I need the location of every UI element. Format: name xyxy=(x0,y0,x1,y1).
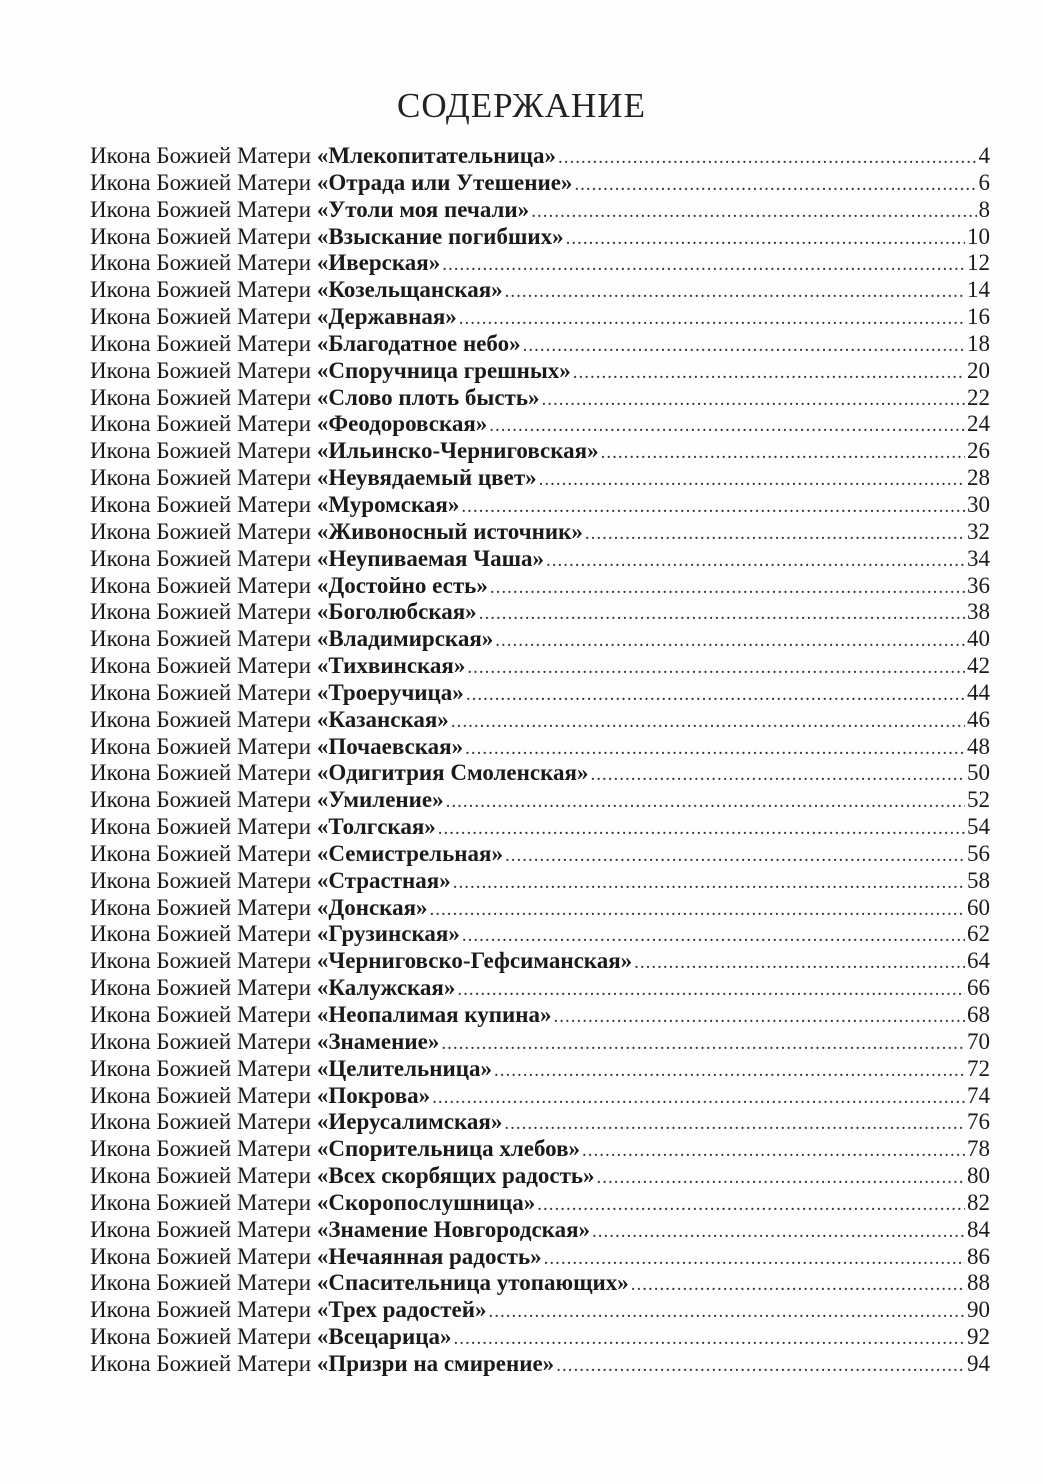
toc-entry xyxy=(90,250,990,277)
toc-entry xyxy=(90,411,990,438)
toc-entry-title: «Калужская» xyxy=(316,975,456,1001)
toc-entry-prefix: Икона Божией Матери xyxy=(90,491,312,517)
toc-entry xyxy=(90,304,990,331)
toc-page-number: 40 xyxy=(967,626,990,652)
toc-entry-prefix: Икона Божией Матери xyxy=(90,330,312,356)
toc-entry-prefix: Икона Божией Матери xyxy=(90,840,312,866)
toc-page-number: 36 xyxy=(967,572,990,598)
toc-page-number: 86 xyxy=(967,1243,990,1269)
dot-leader xyxy=(582,1138,965,1165)
toc-entry-title: «Достойно есть» xyxy=(316,572,488,598)
toc-entry-title: «Знамение» xyxy=(316,1028,440,1054)
dot-leader xyxy=(505,843,965,870)
toc-entry-title: «Казанская» xyxy=(316,706,449,732)
toc-entry-title: «Всех скорбящих радость» xyxy=(316,1163,595,1189)
toc-entry-title: «Феодоровская» xyxy=(316,411,488,437)
table-of-contents xyxy=(90,143,990,1378)
toc-entry-prefix: Икона Божией Матери xyxy=(90,196,312,222)
dot-leader xyxy=(457,977,965,1004)
toc-entry-title: «Муромская» xyxy=(316,491,460,517)
toc-page-number: 14 xyxy=(967,277,990,303)
toc-page-number: 70 xyxy=(967,1028,990,1054)
dot-leader xyxy=(523,333,965,360)
toc-entry-title: «Троеручица» xyxy=(316,679,464,705)
dot-leader xyxy=(462,923,965,950)
toc-entry xyxy=(90,760,990,787)
toc-entry-title: «Иверская» xyxy=(316,250,441,276)
dot-leader xyxy=(556,1353,965,1380)
toc-entry xyxy=(90,653,990,680)
toc-entry-prefix: Икона Божией Матери xyxy=(90,1055,312,1081)
dot-leader xyxy=(466,682,965,709)
toc-page-number: 4 xyxy=(978,143,990,168)
toc-entry-prefix: Икона Божией Матери xyxy=(90,867,312,893)
toc-entry-prefix: Икона Божией Матери xyxy=(90,465,312,491)
toc-page-number: 42 xyxy=(967,653,990,679)
toc-entry xyxy=(90,1297,990,1324)
dot-leader xyxy=(489,1299,965,1326)
toc-entry-prefix: Икона Божией Матери xyxy=(90,411,312,437)
dot-leader xyxy=(451,709,965,736)
toc-page-number: 60 xyxy=(967,894,990,920)
toc-entry-title: «Ильинско-Черниговская» xyxy=(316,438,599,464)
toc-entry-title: «Спасительница утопающих» xyxy=(316,1270,629,1296)
toc-page-number: 38 xyxy=(967,599,990,625)
toc-entry-prefix: Икона Божией Матери xyxy=(90,1109,312,1135)
dot-leader xyxy=(453,870,965,897)
toc-entry-title: «Козельщанская» xyxy=(316,277,503,303)
dot-leader xyxy=(438,816,965,843)
toc-page-number: 16 xyxy=(967,304,990,330)
toc-entry-prefix: Икона Божией Матери xyxy=(90,921,312,947)
toc-entry-title: «Боголюбская» xyxy=(316,599,477,625)
toc-page-number: 50 xyxy=(967,760,990,786)
toc-page-number: 76 xyxy=(967,1109,990,1135)
toc-entry-title: «Неупиваемая Чаша» xyxy=(316,545,545,571)
dot-leader xyxy=(489,413,965,440)
toc-entry xyxy=(90,143,990,170)
toc-page-number: 94 xyxy=(967,1350,990,1376)
toc-entry-title: «Почаевская» xyxy=(316,733,464,759)
toc-entry-prefix: Икона Божией Матери xyxy=(90,1243,312,1269)
toc-page-number: 32 xyxy=(967,518,990,544)
toc-entry xyxy=(90,1324,990,1351)
toc-page-number: 72 xyxy=(967,1055,990,1081)
toc-entry-prefix: Икона Божией Матери xyxy=(90,679,312,705)
toc-entry-prefix: Икона Божией Матери xyxy=(90,1082,312,1108)
toc-entry-prefix: Икона Божией Матери xyxy=(90,1216,312,1242)
toc-entry xyxy=(90,680,990,707)
toc-entry-title: «Державная» xyxy=(316,304,457,330)
toc-entry-title: «Благодатное небо» xyxy=(316,330,521,356)
dot-leader xyxy=(631,1272,965,1299)
toc-page-number: 62 xyxy=(967,921,990,947)
toc-page-number: 74 xyxy=(967,1082,990,1108)
toc-page-number: 52 xyxy=(967,787,990,813)
toc-entry-prefix: Икона Божией Матери xyxy=(90,975,312,1001)
toc-entry-title: «Целительница» xyxy=(316,1055,492,1081)
toc-entry-prefix: Икона Божией Матери xyxy=(90,814,312,840)
toc-entry xyxy=(90,787,990,814)
dot-leader xyxy=(467,655,965,682)
toc-entry-title: «Нечаянная радость» xyxy=(316,1243,542,1269)
toc-entry-prefix: Икона Божией Матери xyxy=(90,545,312,571)
toc-entry xyxy=(90,1083,990,1110)
toc-page-number: 22 xyxy=(967,384,990,410)
toc-entry xyxy=(90,921,990,948)
dot-leader xyxy=(430,897,965,924)
toc-entry xyxy=(90,170,990,197)
page-title: СОДЕРЖАНИЕ xyxy=(397,86,646,125)
toc-entry-title: «Страстная» xyxy=(316,867,451,893)
toc-entry-title: «Знамение Новгородская» xyxy=(316,1216,591,1242)
dot-leader xyxy=(504,1111,965,1138)
toc-entry xyxy=(90,224,990,251)
dot-leader xyxy=(494,1058,965,1085)
toc-page-number: 6 xyxy=(978,169,990,195)
toc-entry xyxy=(90,626,990,653)
toc-entry-prefix: Икона Божией Матери xyxy=(90,894,312,920)
dot-leader xyxy=(542,387,965,414)
dot-leader xyxy=(531,199,976,226)
toc-entry xyxy=(90,1136,990,1163)
toc-entry xyxy=(90,1270,990,1297)
toc-entry xyxy=(90,599,990,626)
toc-entry xyxy=(90,1056,990,1083)
toc-page-number: 44 xyxy=(967,679,990,705)
toc-entry xyxy=(90,1109,990,1136)
toc-entry-title: «Владимирская» xyxy=(316,626,494,652)
toc-entry xyxy=(90,465,990,492)
dot-leader xyxy=(505,279,965,306)
dot-leader xyxy=(537,1192,965,1219)
toc-page-number: 78 xyxy=(967,1136,990,1162)
toc-entry-prefix: Икона Божией Матери xyxy=(90,518,312,544)
toc-entry xyxy=(90,1002,990,1029)
dot-leader xyxy=(546,548,965,575)
toc-entry-title: «Слово плоть бысть» xyxy=(316,384,540,410)
toc-entry xyxy=(90,975,990,1002)
toc-entry xyxy=(90,707,990,734)
toc-entry-prefix: Икона Божией Матери xyxy=(90,277,312,303)
toc-entry-prefix: Икона Божией Матери xyxy=(90,733,312,759)
toc-entry-title: «Скоропослушница» xyxy=(316,1189,536,1215)
toc-page-number: 28 xyxy=(967,465,990,491)
toc-entry-prefix: Икона Божией Матери xyxy=(90,1324,312,1350)
toc-entry-title: «Споручница грешных» xyxy=(316,357,571,383)
dot-leader xyxy=(446,789,965,816)
toc-entry xyxy=(90,277,990,304)
toc-entry-title: «Одигитрия Смоленская» xyxy=(316,760,589,786)
toc-page-number: 82 xyxy=(967,1189,990,1215)
toc-page-number: 66 xyxy=(967,975,990,1001)
dot-leader xyxy=(585,521,965,548)
toc-entry-prefix: Икона Божией Матери xyxy=(90,304,312,330)
toc-entry xyxy=(90,1029,990,1056)
toc-entry-prefix: Икона Божией Матери xyxy=(90,1002,312,1027)
toc-page-number: 90 xyxy=(967,1297,990,1323)
dot-leader xyxy=(459,306,965,333)
toc-entry xyxy=(90,573,990,600)
dot-leader xyxy=(558,145,977,172)
toc-page-number: 26 xyxy=(967,438,990,464)
toc-entry-title: «Неопалимая купина» xyxy=(316,1002,552,1027)
dot-leader xyxy=(634,950,965,977)
dot-leader xyxy=(453,1326,965,1353)
toc-page-number: 64 xyxy=(967,948,990,974)
toc-entry-prefix: Икона Божией Матери xyxy=(90,357,312,383)
toc-entry-prefix: Икона Божией Матери xyxy=(90,223,312,249)
toc-entry-title: «Тихвинская» xyxy=(316,653,466,679)
dot-leader xyxy=(465,736,965,763)
dot-leader xyxy=(592,1219,965,1246)
toc-entry-title: «Черниговско-Гефсиманская» xyxy=(316,948,633,974)
toc-entry xyxy=(90,1217,990,1244)
toc-entry-prefix: Икона Божией Матери xyxy=(90,384,312,410)
toc-entry xyxy=(90,1163,990,1190)
toc-entry-title: «Спорительница хлебов» xyxy=(316,1136,581,1162)
toc-entry-prefix: Икона Божией Матери xyxy=(90,1028,312,1054)
toc-entry xyxy=(90,358,990,385)
toc-entry-title: «Взыскание погибших» xyxy=(316,223,564,249)
toc-entry-prefix: Икона Божией Матери xyxy=(90,1163,312,1189)
toc-entry-prefix: Икона Божией Матери xyxy=(90,1270,312,1296)
toc-page-number: 12 xyxy=(967,250,990,276)
toc-entry xyxy=(90,948,990,975)
toc-page-number: 54 xyxy=(967,814,990,840)
toc-page-number: 30 xyxy=(967,491,990,517)
toc-entry-title: «Умиление» xyxy=(316,787,444,813)
toc-page-number: 56 xyxy=(967,840,990,866)
toc-page-number: 34 xyxy=(967,545,990,571)
toc-entry-prefix: Икона Божией Матери xyxy=(90,250,312,276)
toc-entry xyxy=(90,197,990,224)
toc-entry-prefix: Икона Божией Матери xyxy=(90,1136,312,1162)
dot-leader xyxy=(479,601,965,628)
toc-entry-prefix: Икона Божией Матери xyxy=(90,787,312,813)
toc-entry-prefix: Икона Божией Матери xyxy=(90,599,312,625)
dot-leader xyxy=(590,762,965,789)
toc-entry xyxy=(90,385,990,412)
toc-entry-title: «Донская» xyxy=(316,894,428,920)
toc-entry-prefix: Икона Божией Матери xyxy=(90,948,312,974)
dot-leader xyxy=(553,1004,965,1031)
toc-page-number: 24 xyxy=(967,411,990,437)
toc-entry xyxy=(90,1244,990,1271)
toc-entry-title: «Трех радостей» xyxy=(316,1297,487,1323)
dot-leader xyxy=(566,226,965,253)
toc-entry-prefix: Икона Божией Матери xyxy=(90,572,312,598)
toc-entry-prefix: Икона Божией Матери xyxy=(90,626,312,652)
toc-entry-title: «Семистрельная» xyxy=(316,840,503,866)
toc-entry-prefix: Икона Божией Матери xyxy=(90,143,312,168)
toc-entry-title: «Иерусалимская» xyxy=(316,1109,503,1135)
toc-entry-prefix: Икона Божией Матери xyxy=(90,653,312,679)
toc-entry-title: «Призри на смирение» xyxy=(316,1350,555,1376)
dot-leader xyxy=(539,467,965,494)
toc-entry-prefix: Икона Божией Матери xyxy=(90,706,312,732)
toc-page-number: 10 xyxy=(967,223,990,249)
toc-entry-prefix: Икона Божией Матери xyxy=(90,438,312,464)
toc-entry-title: «Неувядаемый цвет» xyxy=(316,465,537,491)
toc-entry xyxy=(90,331,990,358)
toc-page-number: 48 xyxy=(967,733,990,759)
toc-page-number: 8 xyxy=(978,196,990,222)
toc-page-number: 68 xyxy=(967,1002,990,1027)
toc-entry-title: «Всецарица» xyxy=(316,1324,452,1350)
toc-entry-title: «Отрада или Утешение» xyxy=(316,169,573,195)
toc-entry-title: «Грузинская» xyxy=(316,921,460,947)
toc-entry xyxy=(90,1190,990,1217)
dot-leader xyxy=(490,575,965,602)
dot-leader xyxy=(441,1031,965,1058)
toc-entry-title: «Утоли моя печали» xyxy=(316,196,530,222)
toc-entry xyxy=(90,841,990,868)
toc-page-number: 92 xyxy=(967,1324,990,1350)
dot-leader xyxy=(574,172,976,199)
dot-leader xyxy=(601,440,965,467)
toc-entry xyxy=(90,492,990,519)
toc-entry-prefix: Икона Божией Матери xyxy=(90,1189,312,1215)
toc-entry xyxy=(90,734,990,761)
toc-page-number: 58 xyxy=(967,867,990,893)
dot-leader xyxy=(461,494,965,521)
toc-entry-prefix: Икона Божией Матери xyxy=(90,1350,312,1376)
toc-entry xyxy=(90,895,990,922)
toc-entry-title: «Млекопитательница» xyxy=(316,143,556,168)
toc-entry-prefix: Икона Божией Матери xyxy=(90,169,312,195)
dot-leader xyxy=(432,1085,965,1112)
dot-leader xyxy=(495,628,965,655)
toc-entry xyxy=(90,438,990,465)
toc-page-number: 46 xyxy=(967,706,990,732)
dot-leader xyxy=(597,1165,965,1192)
toc-entry-prefix: Икона Божией Матери xyxy=(90,1297,312,1323)
dot-leader xyxy=(573,360,965,387)
dot-leader xyxy=(544,1246,965,1273)
toc-entry-title: «Толгская» xyxy=(316,814,436,840)
toc-entry xyxy=(90,1351,990,1378)
dot-leader xyxy=(442,252,965,279)
toc-entry xyxy=(90,868,990,895)
toc-page-number: 18 xyxy=(967,330,990,356)
toc-page-number: 88 xyxy=(967,1270,990,1296)
toc-page-number: 20 xyxy=(967,357,990,383)
toc-page-number: 80 xyxy=(967,1163,990,1189)
toc-entry xyxy=(90,546,990,573)
toc-entry xyxy=(90,814,990,841)
toc-entry-title: «Покрова» xyxy=(316,1082,431,1108)
toc-page-number: 84 xyxy=(967,1216,990,1242)
toc-entry-prefix: Икона Божией Матери xyxy=(90,760,312,786)
toc-entry xyxy=(90,519,990,546)
toc-entry-title: «Живоносный источник» xyxy=(316,518,583,544)
